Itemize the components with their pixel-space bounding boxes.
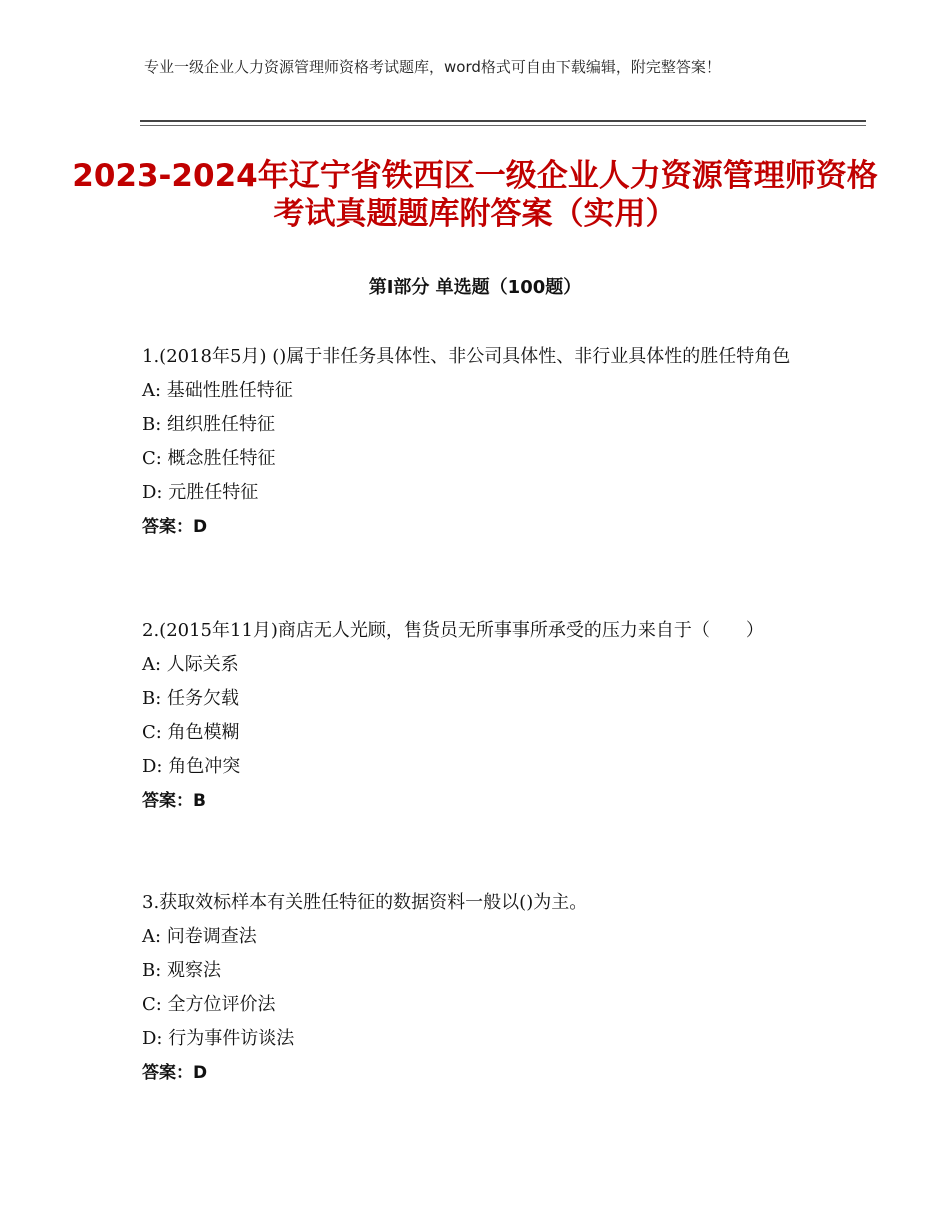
option-b: B: 组织胜任特征 [142,414,276,435]
option-b: B: 任务欠载 [142,688,240,709]
page-header-note: 专业一级企业人力资源管理师资格考试题库，word格式可自由下载编辑，附完整答案！ [144,58,721,76]
option-c: C: 概念胜任特征 [142,448,276,469]
answer-line: 答案：B [142,791,206,811]
header-divider-thin [140,125,866,126]
option-d: D: 角色冲突 [142,756,241,777]
option-a: A: 人际关系 [142,654,239,675]
answer-line: 答案：D [142,517,208,537]
header-divider-thick [140,120,866,122]
question-stem: 1.(2018年5月) ()属于非任务具体性、非公司具体性、非行业具体性的胜任特角色 [142,346,791,367]
question-stem: 2.(2015年11月)商店无人光顾，售货员无所事事所承受的压力来自于（ ） [142,620,764,641]
option-b: B: 观察法 [142,960,222,981]
option-a: A: 基础性胜任特征 [142,380,293,401]
option-c: C: 全方位评价法 [142,994,276,1015]
question-block [142,340,822,544]
option-a: A: 问卷调查法 [142,926,257,947]
answer-line: 答案：D [142,1063,208,1083]
section-heading: 第Ⅰ部分 单选题（100题） [368,277,582,298]
document-title: 2023-2024年辽宁省铁西区一级企业人力资源管理师资格考试真题题库附答案（实用） [72,158,878,232]
question-stem: 3.获取效标样本有关胜任特征的数据资料一般以()为主。 [142,892,588,913]
option-d: D: 元胜任特征 [142,482,259,503]
option-c: C: 角色模糊 [142,722,240,743]
question-block [142,614,822,818]
question-block [142,886,822,1090]
option-d: D: 行为事件访谈法 [142,1028,295,1049]
